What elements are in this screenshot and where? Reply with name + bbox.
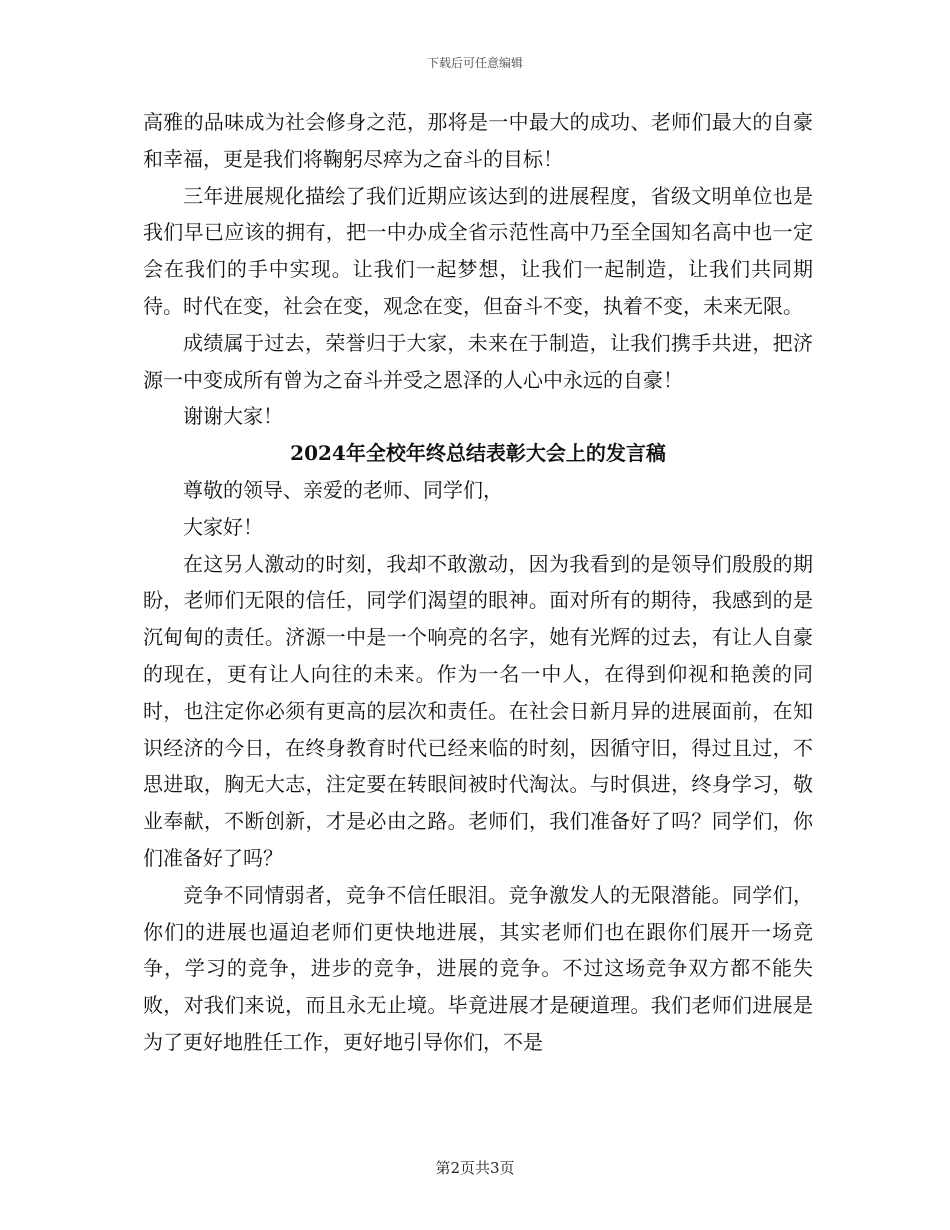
greeting: 大家好！ xyxy=(183,514,263,539)
page-header: 下载后可任意编辑 xyxy=(426,56,523,70)
page-number: 第2页共3页 xyxy=(435,1159,515,1177)
closing-thanks: 谢谢大家！ xyxy=(183,404,283,429)
paragraph-2: 三年进展规化描绘了我们近期应该达到的进展程度，省级文明单位也是我们早已应该的拥有，把一中办成全省示范性高中乃至全国知名高中也一定会在我们的手中实现。让我们一起梦想，让我们一起制造，让我们共同期待。时代在变，社会在变，观念在变，但奋斗不变，执着不变，未来无限。 xyxy=(143,183,813,318)
paragraph-5: 在这另人激动的时刻，我却不敢激动，因为我看到的是领导们殷殷的期盼，老师们无限的信任，同学们渴望的眼神。面对所有的期待，我感到的是沉甸甸的责任。济源一中是一个响亮的名字，她有光辉的过去，有让人自豪的现在，更有让人向往的未来。作为一名一中人，在得到仰视和艳羡的同时，也注定你必须有更高的层次和责任。在社会日新月异的进展面前，在知识经济的今日，在终身教育时代已经来临的时刻，因循守旧，得过且过，不思进取，胸无大志，注定要在转眼间被时代淘汰。与时俱进，终身学习，敬业奉献，不断创新，才是必由之路。老师们，我们准备好了吗？同学们，你们准备好了吗？ xyxy=(143,551,813,870)
salutation: 尊敬的领导、亲爱的老师、同学们， xyxy=(183,477,503,502)
paragraph-3: 成绩属于过去，荣誉归于大家，未来在于制造，让我们携手共进，把济源一中变成所有曾为之奋斗并受之恩泽的人心中永远的自豪！ xyxy=(143,330,813,392)
speech-title: 2024年全校年终总结表彰大会上的发言稿 xyxy=(290,441,666,466)
paragraph-6: 竞争不同情弱者，竞争不信任眼泪。竞争激发人的无限潜能。同学们，你们的进展也逼迫老师们更快地进展，其实老师们也在跟你们展开一场竞争，学习的竞争，进步的竞争，进展的竞争。不过这场竞争双方都不能失败，对我们来说，而且永无止境。毕竟进展才是硬道理。我们老师们进展是为了更好地胜任工作，更好地引导你们，不是 xyxy=(143,882,813,1054)
document-body xyxy=(143,104,813,1061)
paragraph-1: 高雅的品味成为社会修身之范，那将是一中最大的成功、老师们最大的自豪和幸福，更是我们将鞠躬尽瘁为之奋斗的目标！ xyxy=(143,110,813,171)
